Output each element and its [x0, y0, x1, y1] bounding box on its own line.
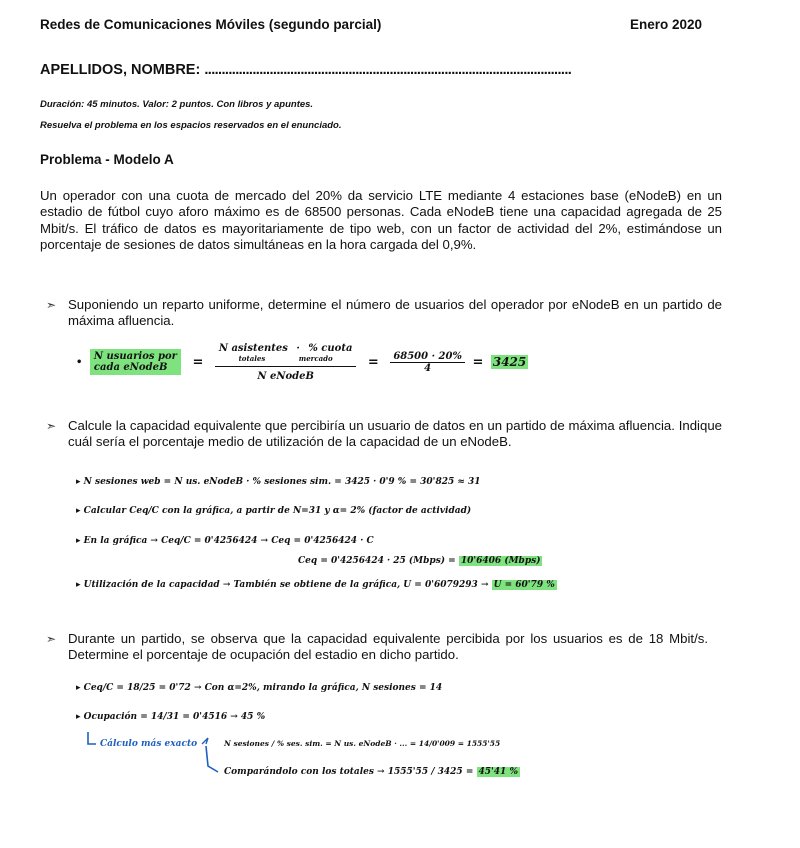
- a3-line2b: 14/31 = 0'4516 → 45 %: [150, 712, 266, 722]
- num-a: N asistentes: [218, 343, 288, 354]
- lhs-top: N usuarios por: [93, 351, 177, 362]
- answer-3-line-1: [76, 683, 442, 693]
- connector-arrows: [84, 730, 224, 780]
- answer-2-line-4: [76, 580, 557, 590]
- question-3-text: Durante un partido, se observa que la capacidad equivalente percibida por los usuarios es de 18 Mbit/s. Determine el porcentaje de ocupación del estadio en dicho partido.: [68, 631, 708, 663]
- course-title: Redes de Comunicaciones Móviles (segundo parcial): [40, 17, 382, 32]
- equals-sign-3: =: [472, 354, 484, 370]
- question-1-bullet: ➣: [46, 298, 57, 312]
- line3c: → Ceq = 0'4256424 · C: [260, 536, 374, 546]
- num-b-sub: mercado: [298, 354, 333, 363]
- calc-num: 68500 · 20%: [390, 351, 465, 363]
- a3-line1a: ▸ Ceq/C =: [76, 683, 124, 693]
- instructions-line-1: Duración: 45 minutos. Valor: 2 puntos. Con libros y apuntes.: [40, 99, 314, 110]
- line4a: ▸ Utilización de la capacidad → También se obtiene de la gráfica,: [76, 580, 401, 590]
- name-dots: ...........................................................................................................: [204, 62, 572, 78]
- answer-1: • N usuarios por cada eNodeB = N asistentes · % cuota totales mercado N eNodeB = $\frac{68500 \cdot 20\%}{4}$ = 3425: [76, 343, 527, 382]
- a3-line4b: 1555'55 / 3425 =: [387, 767, 474, 777]
- line4b: U = 0'6079293 →: [403, 580, 489, 590]
- line3d: Ceq = 0'4256424 · 25 (Mbps) =: [298, 556, 456, 566]
- problem-title: Problema - Modelo A: [40, 152, 174, 167]
- answer-2-line-1: ▸ N sesiones web = N us. eNodeB · % sesiones sim. = 3425 · 0'9 % = 30'825 ≈ 31: [76, 477, 481, 487]
- answer-2-line-2: ▸ Calcular Ceq/C con la gráfica, a partir de N=31 y α= 2% (factor de actividad): [76, 506, 472, 516]
- answer-2-line-3: [76, 536, 374, 546]
- line4c: U = 60'79 %: [493, 580, 555, 590]
- question-2-bullet: ➣: [46, 419, 57, 433]
- question-2-text: Calcule la capacidad equivalente que percibiría un usuario de datos en un partido de máxima afluencia. Indique cuál sería el porcentaje medio de utilización de la capacidad de un eNodeB.: [68, 418, 722, 450]
- exam-date: Enero 2020: [630, 17, 703, 32]
- line3e: 10'6406 (Mbps): [460, 556, 541, 566]
- line3a: ▸ En la gráfica →: [76, 536, 158, 546]
- a3-line4a: Comparándolo con los totales →: [224, 767, 385, 777]
- answer-3-line-4: [224, 767, 520, 777]
- den: N eNodeB: [257, 371, 314, 382]
- lhs-bottom: cada eNodeB: [93, 362, 168, 373]
- question-1-text: Suponiendo un reparto uniforme, determine el número de usuarios del operador por eNodeB en un partido de máxima afluencia.: [68, 297, 722, 329]
- calc-den: 4: [424, 362, 432, 374]
- num-a-sub: totales: [238, 354, 266, 363]
- answer-1-result: 3425: [492, 355, 527, 369]
- calc-fraction: [390, 351, 465, 374]
- num-b: % cuota: [308, 343, 353, 354]
- instructions-line-2: Resuelva el problema en los espacios reservados en el enunciado.: [40, 120, 342, 131]
- name-label: APELLIDOS, NOMBRE:: [40, 62, 205, 78]
- equals-sign-2: =: [367, 354, 379, 370]
- a3-line4c: 45'41 %: [478, 767, 518, 777]
- a3-line2a: ▸ Ocupación =: [76, 712, 148, 722]
- answer-3-line-3a: Cálculo más exacto: [100, 739, 198, 749]
- num-dot: ·: [296, 343, 300, 354]
- answer-2-line-3-result: [298, 556, 542, 566]
- answer-3-line-3b: N sesiones / % ses. sim. = N us. eNodeB · ... = 14/0'009 = 1555'55: [224, 739, 501, 748]
- a3-line1c: → Con α=2%, mirando la gráfica, N sesiones = 14: [193, 683, 443, 693]
- formula-fraction: [215, 342, 357, 382]
- line3b: Ceq/C = 0'4256424: [161, 536, 258, 546]
- problem-statement: Un operador con una cuota de mercado del 20% da servicio LTE mediante 4 estaciones base (eNodeB) en un estadio de fútbol cuyo aforo máximo es de 68500 personas. Cada eNodeB tiene una capacidad agregada de 25 Mbit/s. El tráfico de datos es mayoritariamente de tipo web, con un factor de actividad del 2%, estimándose un porcentaje de sesiones de datos simultáneas en la hora cargada del 0,9%.: [40, 188, 722, 253]
- a3-line1b: 18/25 = 0'72: [127, 683, 191, 693]
- equals-sign: =: [192, 354, 204, 370]
- answer-3-line-2: [76, 712, 265, 722]
- question-3-bullet: ➣: [46, 632, 57, 646]
- name-line: [40, 62, 730, 78]
